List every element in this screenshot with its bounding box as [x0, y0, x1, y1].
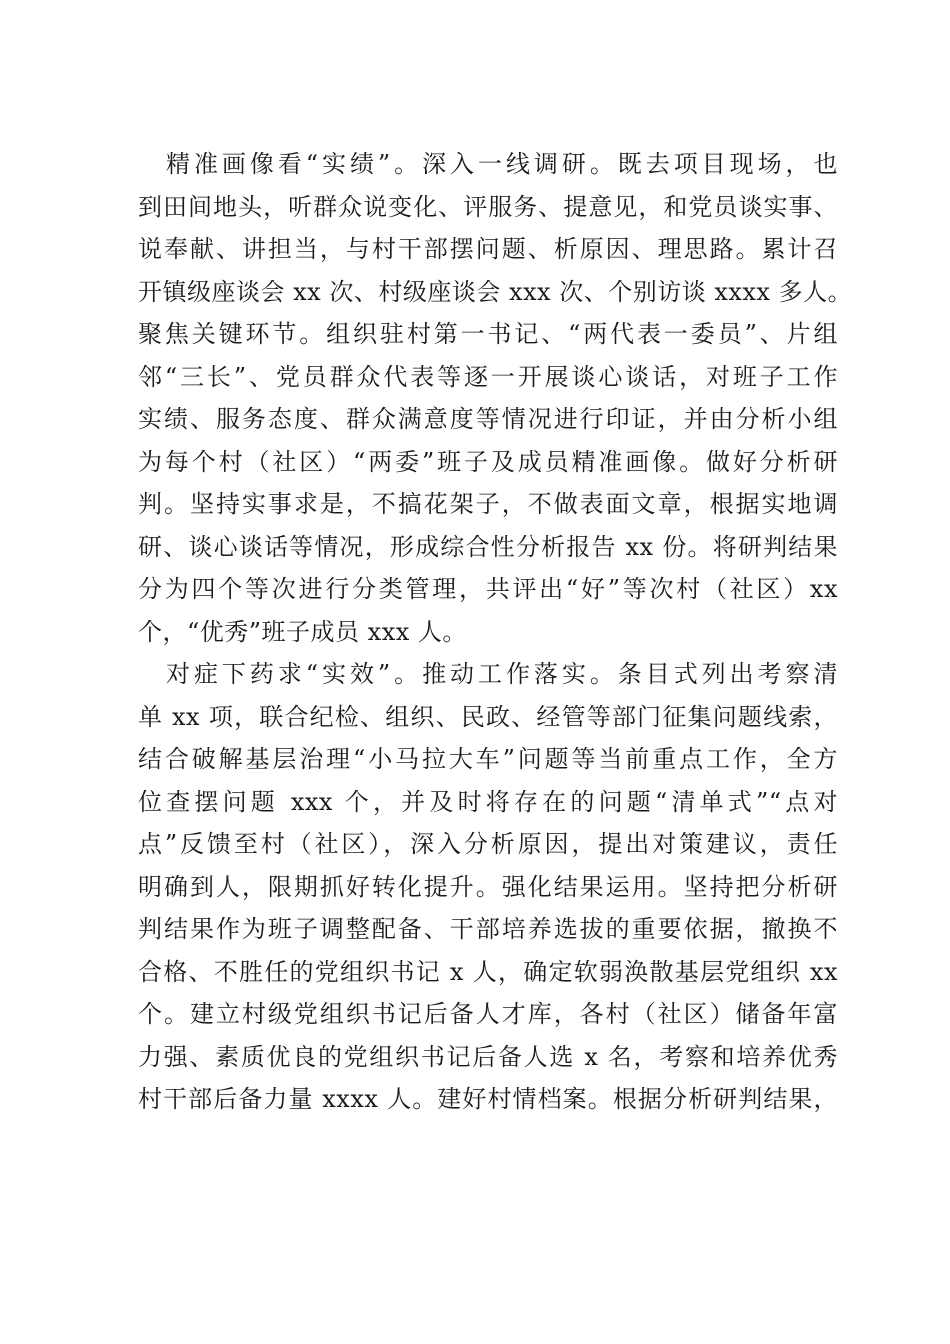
- paragraph-line: 说奉献、讲担当，与村干部摆问题、析原因、理思路。累计召: [138, 235, 838, 263]
- paragraph-line: 判结果作为班子调整配备、干部培养选拔的重要依据，撤换不: [138, 915, 838, 943]
- paragraph-line: 判。坚持实事求是，不搞花架子，不做表面文章，根据实地调: [138, 490, 838, 518]
- paragraph-line: 单 xx 项，联合纪检、组织、民政、经管等部门征集问题线索，: [138, 702, 838, 731]
- paragraph-line: 点”反馈至村（社区），深入分析原因，提出对策建议，责任: [138, 830, 838, 858]
- paragraph-line: 力强、素质优良的党组织书记后备人选 x 名，考察和培养优秀: [138, 1042, 838, 1071]
- paragraph-line: 明确到人，限期抓好转化提升。强化结果运用。坚持把分析研: [138, 872, 838, 901]
- paragraph-line: 个。建立村级党组织书记后备人才库，各村（社区）储备年富: [138, 1000, 838, 1028]
- paragraph-line: 合格、不胜任的党组织书记 x 人，确定软弱涣散基层党组织 xx: [138, 957, 838, 986]
- paragraph-line: 对症下药求“实效”。推动工作落实。条目式列出考察清: [166, 660, 838, 688]
- paragraph-line: 研、谈心谈话等情况，形成综合性分析报告 xx 份。将研判结果: [138, 532, 838, 561]
- paragraph-line: 位查摆问题 xxx 个，并及时将存在的问题“清单式”“点对: [138, 787, 838, 816]
- paragraph-line: 精准画像看“实绩”。深入一线调研。既去项目现场，也: [166, 150, 838, 178]
- paragraph-line: 邻“三长”、党员群众代表等逐一开展谈心谈话，对班子工作: [138, 362, 838, 391]
- paragraph-line: 为每个村（社区）“两委”班子及成员精准画像。做好分析研: [138, 447, 838, 476]
- paragraph-line: 个，“优秀”班子成员 xxx 人。: [138, 617, 467, 646]
- paragraph-line: 分为四个等次进行分类管理，共评出“好”等次村（社区）xx: [138, 575, 838, 603]
- body-text: [138, 143, 853, 1121]
- paragraph-line: 结合破解基层治理“小马拉大车”问题等当前重点工作，全方: [138, 745, 838, 773]
- paragraph-line: 聚焦关键环节。组织驻村第一书记、“两代表一委员”、片组: [138, 320, 838, 348]
- paragraph-line: 实绩、服务态度、群众满意度等情况进行印证，并由分析小组: [138, 405, 838, 433]
- paragraph-line: 村干部后备力量 xxxx 人。建好村情档案。根据分析研判结果，: [138, 1085, 838, 1113]
- paragraph-line: 到田间地头，听群众说变化、评服务、提意见，和党员谈实事、: [138, 192, 838, 221]
- paragraph-line: 开镇级座谈会 xx 次、村级座谈会 xxx 次、个别访谈 xxxx 多人。: [138, 277, 853, 306]
